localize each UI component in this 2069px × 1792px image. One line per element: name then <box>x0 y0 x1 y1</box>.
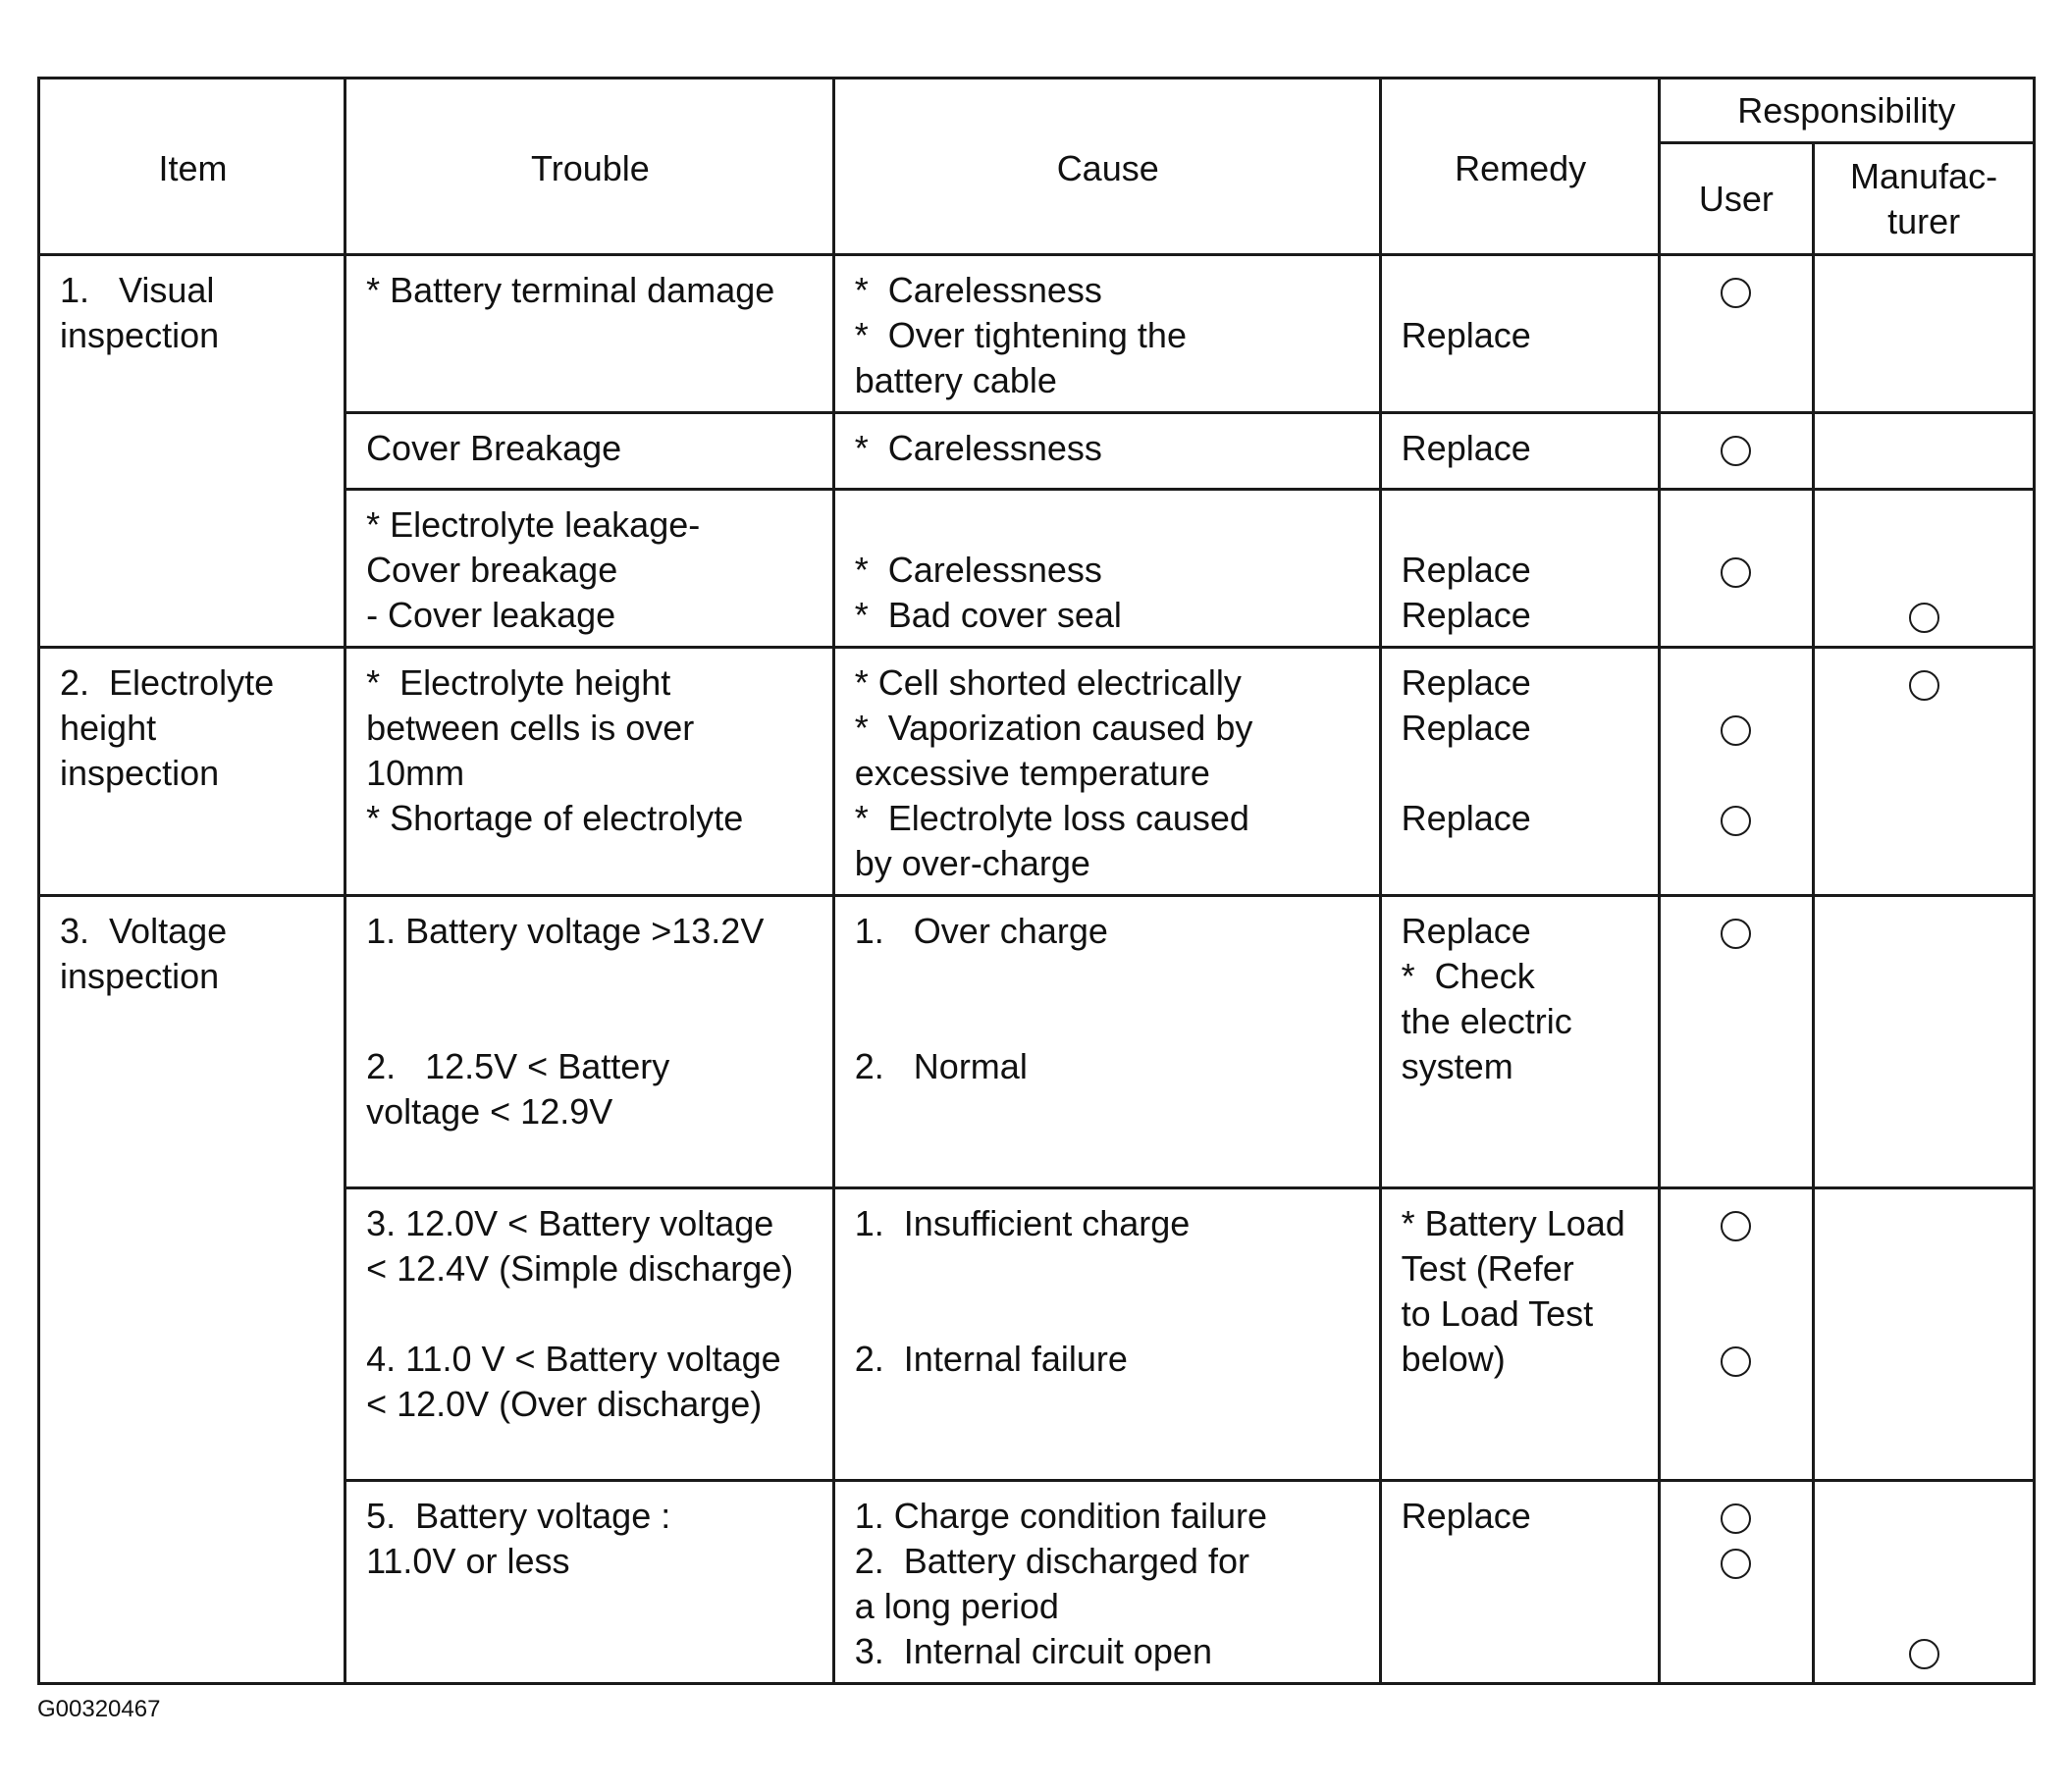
trouble-text: 2. 12.5V < Battery <box>366 1046 670 1086</box>
trouble-text: 10mm <box>366 753 465 793</box>
user-cell <box>1659 413 1814 490</box>
cause-text: 1. Charge condition failure <box>854 1496 1268 1536</box>
remedy-text: Test (Refer <box>1401 1248 1574 1289</box>
cause-text: * Electrolyte loss caused <box>854 798 1249 838</box>
cause-text: 1. Over charge <box>854 911 1108 951</box>
header-manufacturer-line1: Manufac- <box>1850 155 1998 196</box>
trouble-cell <box>345 413 834 490</box>
user-cell <box>1659 1481 1814 1684</box>
trouble-text: between cells is over <box>366 708 695 748</box>
remedy-text: Replace <box>1401 662 1531 703</box>
header-user: User <box>1659 143 1814 255</box>
header-manufacturer <box>1814 143 2035 255</box>
remedy-text: Replace <box>1401 1496 1531 1536</box>
cause-text: by over-charge <box>854 843 1090 883</box>
trouble-cell <box>345 648 834 896</box>
item-visual <box>39 255 345 648</box>
cause-cell <box>833 648 1380 896</box>
cause-text: 3. Internal circuit open <box>854 1631 1212 1671</box>
user-cell <box>1659 648 1814 896</box>
trouble-text: * Electrolyte leakage- <box>366 504 701 545</box>
trouble-cell <box>345 896 834 1188</box>
remedy-cell <box>1380 413 1659 490</box>
remedy-text: to Load Test <box>1401 1293 1594 1334</box>
cause-text: * Cell shorted electrically <box>854 662 1242 703</box>
trouble-text: < 12.0V (Over discharge) <box>366 1384 763 1424</box>
trouble-text: Cover breakage <box>366 550 618 590</box>
trouble-text: 1. Battery voltage >13.2V <box>366 911 765 951</box>
item-electrolyte-line2: height <box>60 708 157 748</box>
trouble-cell <box>345 1481 834 1684</box>
manufacturer-cell <box>1814 1188 2035 1481</box>
trouble-text: < 12.4V (Simple discharge) <box>366 1248 794 1289</box>
trouble-text: 4. 11.0 V < Battery voltage <box>366 1339 781 1379</box>
remedy-cell <box>1380 255 1659 413</box>
manufacturer-responsibility-circle-icon <box>1909 603 1939 633</box>
cause-text: 2. Normal <box>854 1046 1028 1086</box>
cause-text: 1. Insufficient charge <box>854 1203 1191 1243</box>
manufacturer-cell <box>1814 490 2035 648</box>
manufacturer-cell <box>1814 255 2035 413</box>
cause-text: * Carelessness <box>854 428 1102 468</box>
item-visual-line1: 1. Visual <box>60 270 215 310</box>
remedy-text: Replace <box>1401 798 1531 838</box>
manufacturer-cell <box>1814 1481 2035 1684</box>
user-cell <box>1659 1188 1814 1481</box>
cause-cell <box>833 413 1380 490</box>
user-responsibility-circle-icon <box>1721 1549 1751 1579</box>
trouble-text: 3. 12.0V < Battery voltage <box>366 1203 774 1243</box>
cause-cell <box>833 896 1380 1188</box>
trouble-text: - Cover leakage <box>366 595 616 635</box>
item-voltage-line1: 3. Voltage <box>60 911 228 951</box>
item-visual-line2: inspection <box>60 315 220 355</box>
header-manufacturer-line2: turer <box>1887 200 1961 241</box>
remedy-cell <box>1380 648 1659 896</box>
trouble-text: * Shortage of electrolyte <box>366 798 744 838</box>
trouble-cell <box>345 255 834 413</box>
cause-cell <box>833 1481 1380 1684</box>
cause-cell <box>833 255 1380 413</box>
manufacturer-cell <box>1814 413 2035 490</box>
cause-text: 2. Battery discharged for <box>854 1541 1249 1581</box>
user-responsibility-circle-icon <box>1721 1503 1751 1534</box>
cause-text: 2. Internal failure <box>854 1339 1128 1379</box>
cause-text: * Bad cover seal <box>854 595 1122 635</box>
item-voltage-line2: inspection <box>60 956 220 996</box>
cause-text: * Over tightening the <box>854 315 1187 355</box>
header-responsibility: Responsibility <box>1659 79 2034 143</box>
trouble-cell <box>345 490 834 648</box>
trouble-text: 11.0V or less <box>366 1541 570 1581</box>
user-responsibility-circle-icon <box>1721 715 1751 746</box>
cause-text: battery cable <box>854 360 1057 400</box>
cause-text: * Carelessness <box>854 270 1102 310</box>
manufacturer-cell <box>1814 648 2035 896</box>
remedy-text: Replace <box>1401 595 1531 635</box>
manufacturer-responsibility-circle-icon <box>1909 1639 1939 1669</box>
remedy-cell <box>1380 1481 1659 1684</box>
user-responsibility-circle-icon <box>1721 436 1751 466</box>
item-electrolyte <box>39 648 345 896</box>
remedy-text: Replace <box>1401 428 1531 468</box>
cause-text: excessive temperature <box>854 753 1210 793</box>
cause-text: * Carelessness <box>854 550 1102 590</box>
user-responsibility-circle-icon <box>1721 1211 1751 1241</box>
cause-cell <box>833 490 1380 648</box>
manufacturer-responsibility-circle-icon <box>1909 670 1939 701</box>
manufacturer-cell <box>1814 896 2035 1188</box>
cause-text: a long period <box>854 1586 1059 1626</box>
user-cell <box>1659 490 1814 648</box>
remedy-text: Replace <box>1401 708 1531 748</box>
table-header <box>39 79 2035 255</box>
cause-cell <box>833 1188 1380 1481</box>
remedy-text: * Check <box>1401 956 1535 996</box>
trouble-text: 5. Battery voltage : <box>366 1496 671 1536</box>
figure-id: G00320467 <box>37 1696 161 1722</box>
remedy-text: the electric <box>1401 1001 1572 1041</box>
item-electrolyte-line3: inspection <box>60 753 220 793</box>
remedy-text: system <box>1401 1046 1513 1086</box>
user-responsibility-circle-icon <box>1721 919 1751 949</box>
user-cell <box>1659 896 1814 1188</box>
trouble-text: * Electrolyte height <box>366 662 671 703</box>
user-responsibility-circle-icon <box>1721 1346 1751 1377</box>
trouble-text: voltage < 12.9V <box>366 1091 613 1132</box>
header-item: Item <box>39 79 345 255</box>
trouble-cell <box>345 1188 834 1481</box>
remedy-cell <box>1380 896 1659 1188</box>
trouble-text: * Battery terminal damage <box>366 270 775 310</box>
remedy-cell <box>1380 1188 1659 1481</box>
remedy-text: below) <box>1401 1339 1506 1379</box>
troubleshooting-table <box>37 77 2036 1685</box>
table-row <box>39 648 2035 896</box>
trouble-text: Cover Breakage <box>366 428 622 468</box>
header-cause: Cause <box>833 79 1380 255</box>
user-responsibility-circle-icon <box>1721 806 1751 836</box>
remedy-text: Replace <box>1401 911 1531 951</box>
cause-text: * Vaporization caused by <box>854 708 1253 748</box>
remedy-text: Replace <box>1401 315 1531 355</box>
header-trouble: Trouble <box>345 79 834 255</box>
header-remedy: Remedy <box>1380 79 1659 255</box>
table-row <box>39 255 2035 413</box>
user-cell <box>1659 255 1814 413</box>
item-electrolyte-line1: 2. Electrolyte <box>60 662 275 703</box>
remedy-cell <box>1380 490 1659 648</box>
user-responsibility-circle-icon <box>1721 557 1751 588</box>
item-voltage <box>39 896 345 1684</box>
user-responsibility-circle-icon <box>1721 278 1751 308</box>
table-row <box>39 896 2035 1188</box>
remedy-text: * Battery Load <box>1401 1203 1625 1243</box>
remedy-text: Replace <box>1401 550 1531 590</box>
